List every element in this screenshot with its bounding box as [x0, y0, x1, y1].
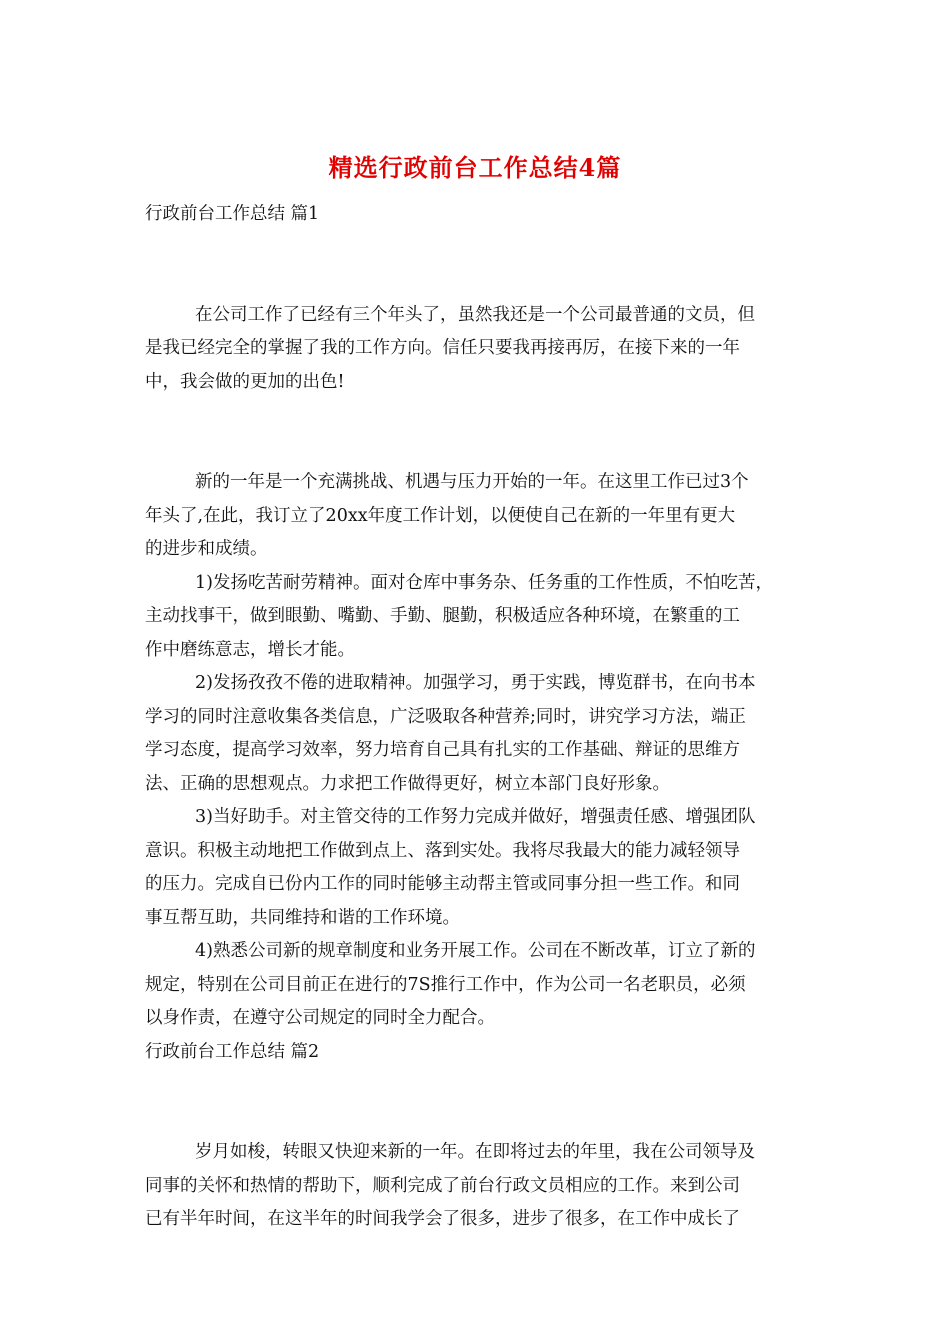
- paragraph-line: 3)当好助手。对主管交待的工作努力完成并做好，增强责任感、增强团队: [195, 807, 756, 827]
- paragraph-line: 同事的关怀和热情的帮助下，顺利完成了前台行政文员相应的工作。来到公司: [145, 1175, 740, 1196]
- paragraph-line: 规定，特别在公司目前正在进行的7S推行工作中，作为公司一名老职员，必须: [145, 974, 746, 995]
- paragraph-line: 年头了,在此，我订立了20xx年度工作计划，以便使自己在新的一年里有更大: [145, 505, 736, 526]
- paragraph-line: 学习的同时注意收集各类信息，广泛吸取各种营养;同时，讲究学习方法，端正: [145, 706, 746, 727]
- paragraph: [145, 667, 825, 801]
- paragraph-line: 1)发扬吃苦耐劳精神。面对仓库中事务杂、任务重的工作性质，不怕吃苦，: [195, 572, 773, 593]
- paragraph-line: 新的一年是一个充满挑战、机遇与压力开始的一年。在这里工作已过3个: [195, 472, 749, 492]
- paragraph-line: 主动找事干，做到眼勤、嘴勤、手勤、腿勤，积极适应各种环境，在繁重的工: [145, 606, 740, 626]
- spacer: [145, 1069, 825, 1136]
- document-title: 精选行政前台工作总结4篇: [328, 153, 622, 182]
- paragraph: [145, 1136, 825, 1237]
- paragraph-line: 事互帮互助，共同维持和谐的工作环境。: [145, 907, 460, 928]
- paragraph-line: 已有半年时间，在这半年的时间我学会了很多，进步了很多，在工作中成长了: [145, 1209, 740, 1229]
- paragraph-line: 的进步和成绩。: [145, 539, 268, 559]
- section-heading-1: 行政前台工作总结 篇1: [145, 204, 320, 224]
- paragraph: [145, 935, 825, 1036]
- paragraph-line: 学习态度，提高学习效率，努力培育自己具有扎实的工作基础、辩证的思维方: [145, 740, 740, 760]
- paragraph-line: 以身作责，在遵守公司规定的同时全力配合。: [145, 1008, 495, 1028]
- paragraph: [145, 801, 825, 935]
- paragraph-line: 4)熟悉公司新的规章制度和业务开展工作。公司在不断改革，订立了新的: [195, 941, 756, 961]
- paragraph-line: 岁月如梭，转眼又快迎来新的一年。在即将过去的年里，我在公司领导及: [195, 1142, 755, 1162]
- paragraph-line: 作中磨练意志，增长才能。: [145, 639, 355, 660]
- spacer: [145, 232, 825, 299]
- paragraph: [145, 567, 825, 668]
- paragraph: [145, 466, 825, 567]
- paragraph-line: 的压力。完成自已份内工作的同时能够主动帮主管或同事分担一些工作。和同: [145, 874, 740, 894]
- paragraph-line: 2)发扬孜孜不倦的进取精神。加强学习，勇于实践，博览群书，在向书本: [195, 673, 756, 693]
- paragraph-line: 法、正确的思想观点。力求把工作做得更好，树立本部门良好形象。: [145, 773, 670, 794]
- paragraph-line: 是我已经完全的掌握了我的工作方向。信任只要我再接再厉，在接下来的一年: [145, 338, 740, 358]
- paragraph-line: 中，我会做的更加的出色!: [145, 371, 345, 392]
- section-heading-2: 行政前台工作总结 篇2: [145, 1041, 320, 1062]
- paragraph: [145, 299, 825, 400]
- document-body: [145, 198, 825, 1237]
- spacer: [145, 399, 825, 466]
- paragraph-line: 意识。积极主动地把工作做到点上、落到实处。我将尽我最大的能力减轻领导: [145, 840, 740, 861]
- paragraph-line: 在公司工作了已经有三个年头了，虽然我还是一个公司最普通的文员，但: [195, 304, 755, 325]
